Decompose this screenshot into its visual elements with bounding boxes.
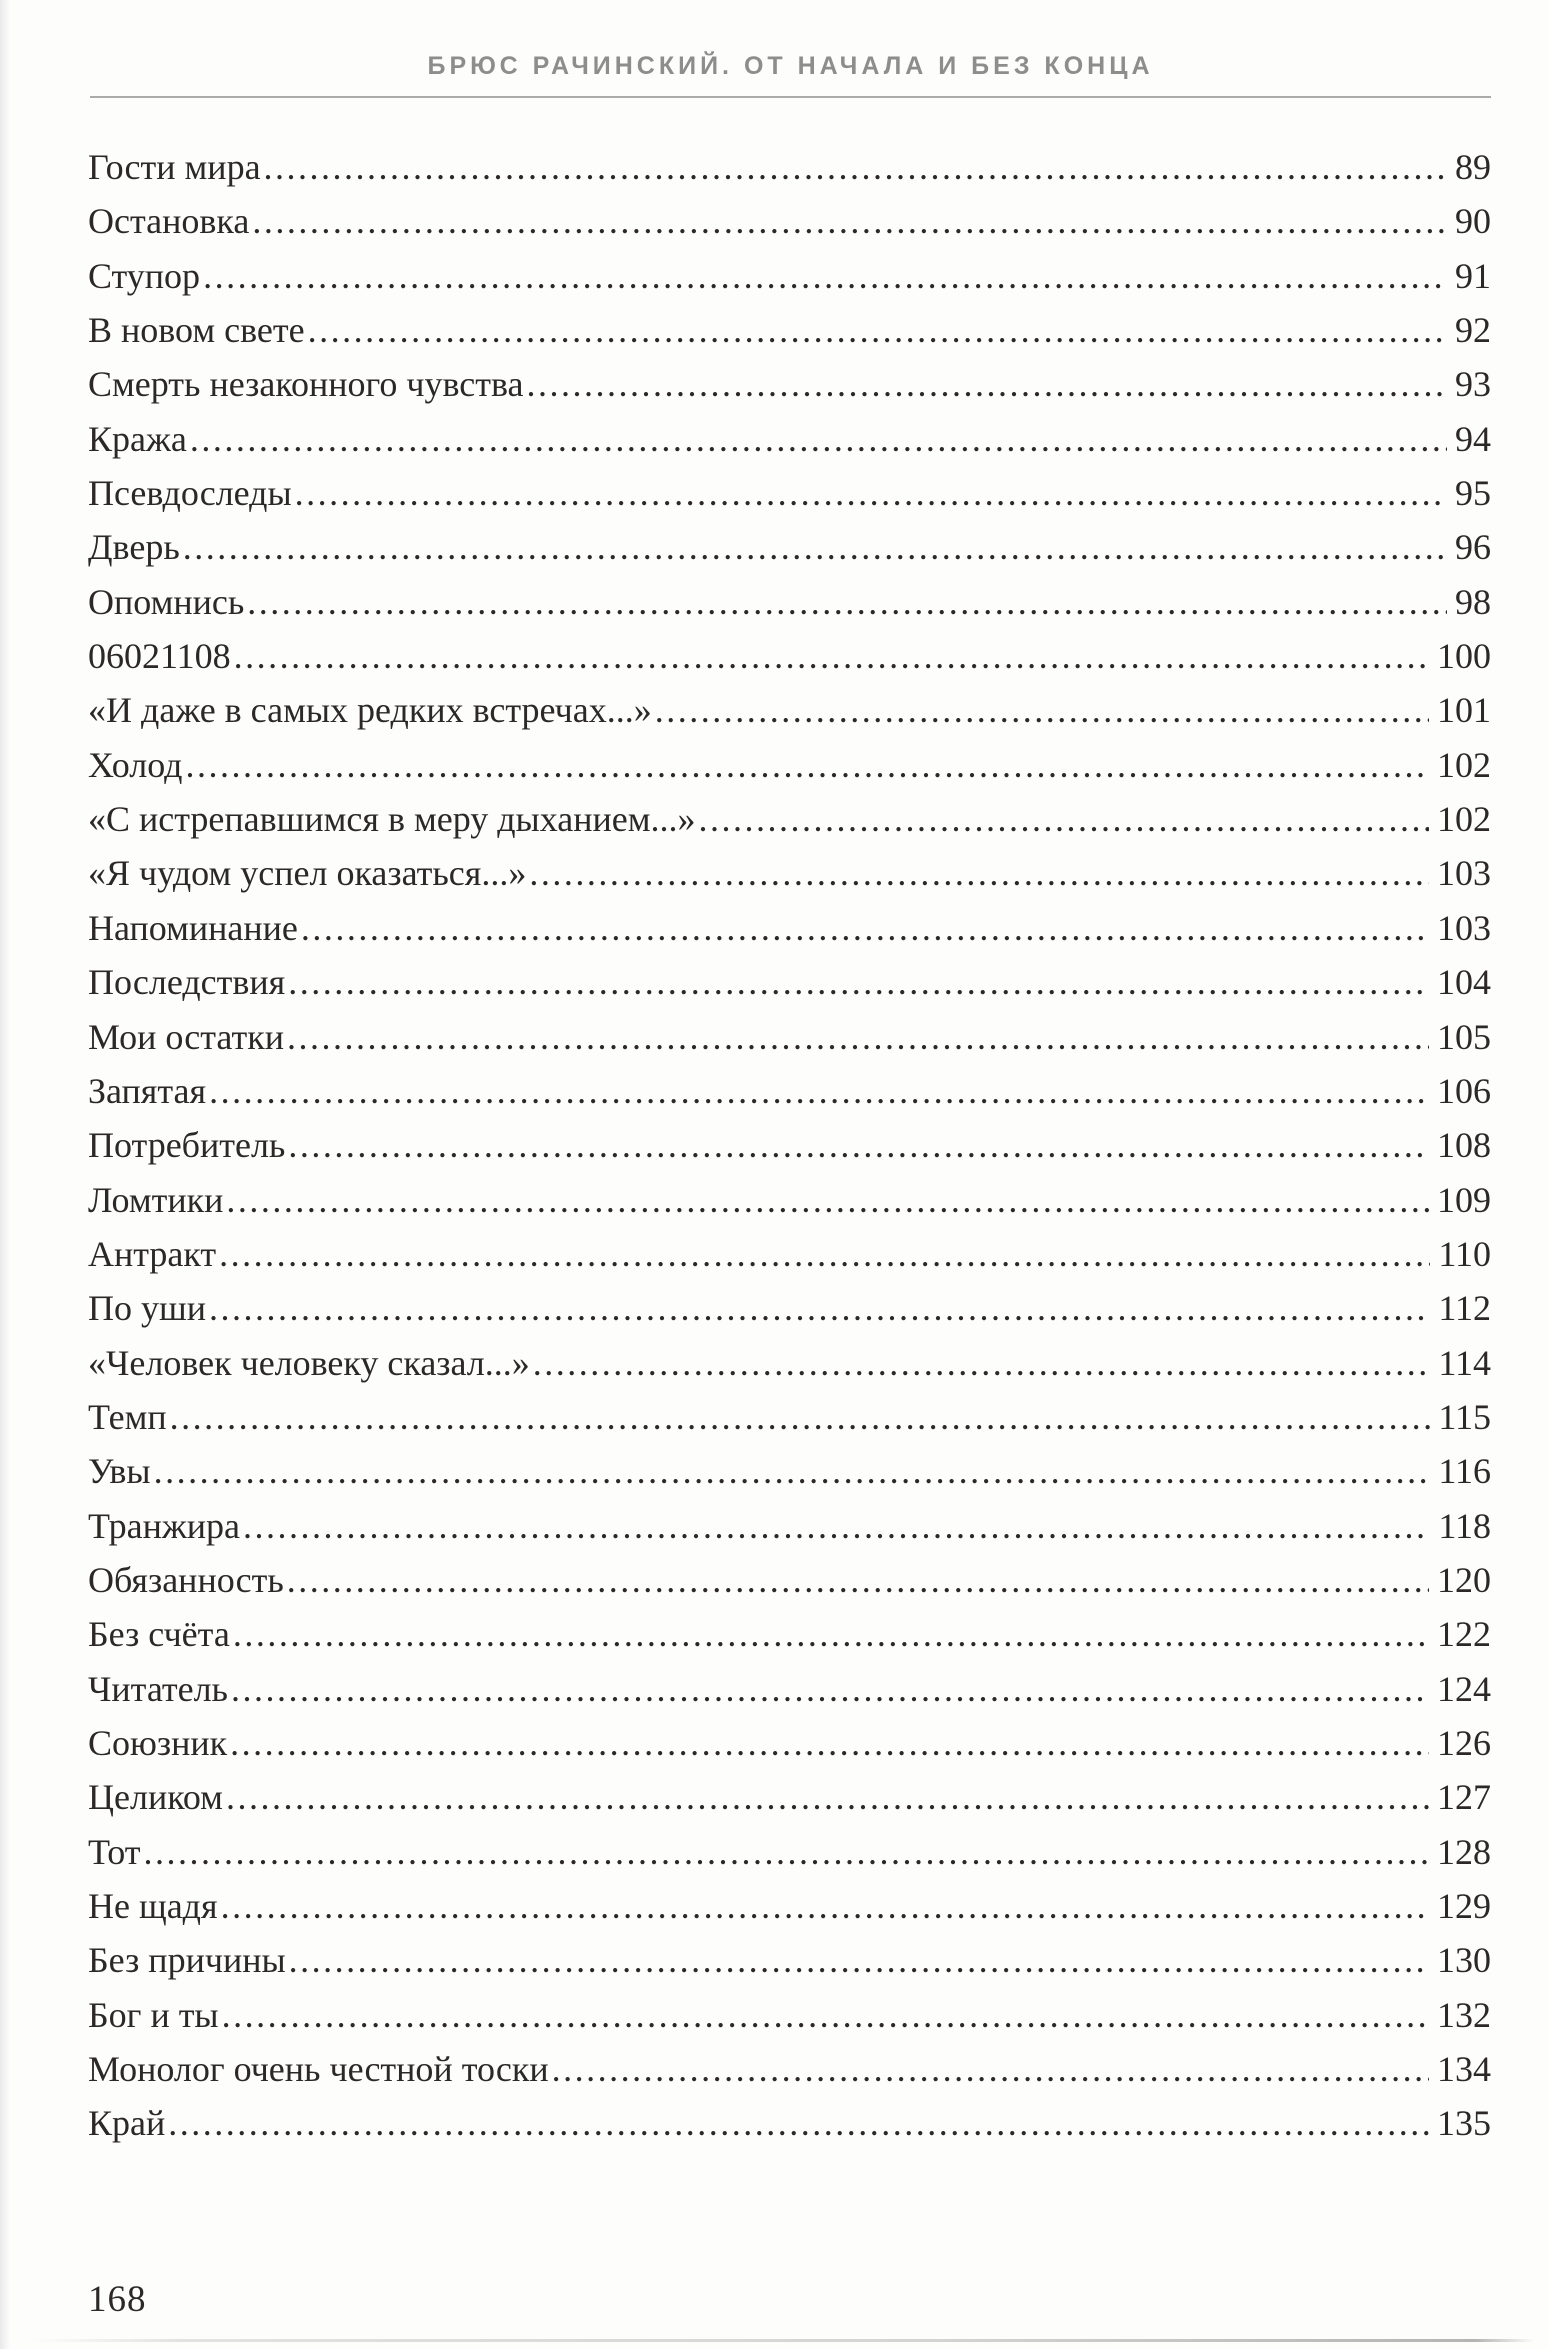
toc-entry-page: 132 [1437,1994,1491,2035]
toc-entry [88,1879,1491,1933]
toc-entry-page: 95 [1455,473,1491,514]
toc-entry [88,1227,1491,1281]
running-head [90,52,1491,98]
toc-entry-title: Целиком [88,1777,223,1818]
toc-entry-title: 06021108 [88,636,231,677]
toc-entry-title: Напоминание [88,907,298,948]
toc-entry [88,683,1491,737]
dot-leader [186,738,1430,792]
toc-entry [88,1444,1491,1498]
toc-entry-page: 101 [1437,690,1491,731]
toc-entry-title: Бог и ты [88,1994,219,2035]
toc-entry [88,1010,1491,1064]
dot-leader [264,140,1447,194]
toc-entry-title: Дверь [88,527,180,568]
dot-leader [287,1010,1429,1064]
toc-entry-page: 98 [1455,581,1491,622]
toc-entry [88,1336,1491,1390]
dot-leader [295,466,1447,520]
dot-leader [144,1825,1429,1879]
toc-entry-title: Холод [88,744,183,785]
toc-entry-page: 112 [1438,1288,1491,1329]
toc-entry [88,846,1491,900]
toc-entry-page: 103 [1437,853,1491,894]
toc-entry [88,303,1491,357]
dot-leader [288,955,1429,1009]
dot-leader [288,1118,1429,1172]
toc-entry-page: 106 [1437,1070,1491,1111]
toc-entry [88,1825,1491,1879]
toc-entry [88,194,1491,248]
toc-entry-page: 135 [1437,2103,1491,2144]
toc-entry [88,2096,1491,2150]
toc-entry-title: Псевдоследы [88,473,292,514]
toc-entry-title: Ступор [88,255,201,296]
toc-entry [88,1499,1491,1553]
dot-leader [154,1444,1431,1498]
dot-leader [231,1662,1429,1716]
dot-leader [230,1716,1429,1770]
toc-entry-page: 100 [1437,636,1491,677]
dot-leader [289,1933,1429,1987]
toc-entry-page: 134 [1437,2049,1491,2090]
toc-entry [88,1281,1491,1335]
toc-entry-title: Запятая [88,1070,207,1111]
dot-leader [190,412,1447,466]
dot-leader [222,1988,1429,2042]
toc-entry-page: 130 [1437,1940,1491,1981]
page-number: 168 [88,2279,147,2320]
toc-entry-page: 128 [1437,1831,1491,1872]
toc-entry [88,955,1491,1009]
toc-entry [88,2042,1491,2096]
toc-entry [88,738,1491,792]
toc-entry [88,575,1491,629]
toc-entry-title: «С истрепавшимся в меру дыханием...» [88,799,696,840]
scan-edge-shadow-bottom [30,2339,1535,2342]
toc-entry-title: Остановка [88,201,250,242]
toc-entry [88,1988,1491,2042]
toc-entry-title: «И даже в самых редких встречах...» [88,690,652,731]
toc-entry-page: 114 [1438,1342,1491,1383]
toc-entry-title: Без счёта [88,1614,230,1655]
toc-entry-title: «Человек человеку сказал...» [88,1342,530,1383]
dot-leader [243,1499,1430,1553]
dot-leader [247,575,1447,629]
toc-entry-page: 93 [1455,364,1491,405]
toc-entry-title: Край [88,2103,166,2144]
dot-leader [252,194,1447,248]
toc-entry [88,1716,1491,1770]
dot-leader [234,629,1429,683]
toc-entry-title: Антракт [88,1233,217,1274]
toc-entry-title: Темп [88,1396,167,1437]
toc-entry-title: Тот [88,1831,141,1872]
toc-entry-page: 108 [1437,1125,1491,1166]
toc-entry [88,140,1491,194]
dot-leader [168,2096,1429,2150]
toc-entry-page: 118 [1438,1505,1491,1546]
toc-entry-title: Ломтики [88,1179,224,1220]
toc-entry-page: 92 [1455,310,1491,351]
dot-leader [209,1281,1430,1335]
toc-entry-page: 94 [1455,418,1491,459]
toc-entry [88,1770,1491,1824]
dot-leader [527,357,1448,411]
toc-entry-page: 104 [1437,962,1491,1003]
toc-entry-title: Кража [88,418,187,459]
toc-entry-title: Потребитель [88,1125,286,1166]
toc-entry [88,466,1491,520]
toc-entry [88,629,1491,683]
toc-entry-page: 127 [1437,1777,1491,1818]
toc-entry [88,1662,1491,1716]
dot-leader [233,1607,1429,1661]
toc-entry-title: Мои остатки [88,1016,284,1057]
toc-entry-title: По уши [88,1288,206,1329]
dot-leader [308,303,1447,357]
toc-entry-page: 89 [1455,147,1491,187]
dot-leader [552,2042,1429,2096]
dot-leader [221,1879,1429,1933]
toc-entry-page: 116 [1438,1451,1491,1492]
toc-entry-page: 103 [1437,907,1491,948]
dot-leader [301,901,1429,955]
dot-leader [533,1336,1431,1390]
toc-entry-page: 126 [1437,1722,1491,1763]
toc-entry-page: 96 [1455,527,1491,568]
toc-entry-page: 122 [1437,1614,1491,1655]
toc-entry [88,1933,1491,1987]
dot-leader [183,520,1447,574]
dot-leader [226,1173,1429,1227]
table-of-contents [88,140,1491,2151]
toc-entry-title: Без причины [88,1940,286,1981]
dot-leader [203,249,1447,303]
toc-entry-title: Смерть незаконного чувства [88,364,524,405]
toc-entry-title: Последствия [88,962,286,1003]
toc-entry-page: 102 [1437,799,1491,840]
toc-entry-page: 91 [1455,255,1491,296]
toc-entry-page: 124 [1437,1668,1491,1709]
toc-entry [88,412,1491,466]
toc-entry [88,901,1491,955]
toc-entry-page: 120 [1437,1559,1491,1600]
toc-entry-title: Обязанность [88,1559,284,1600]
toc-entry [88,1173,1491,1227]
toc-entry-title: «Я чудом успел оказаться...» [88,853,527,894]
toc-entry-page: 90 [1455,201,1491,242]
toc-entry [88,1390,1491,1444]
dot-leader [699,792,1429,846]
toc-entry [88,520,1491,574]
toc-entry-title: Не щадя [88,1886,218,1926]
toc-entry [88,792,1491,846]
toc-entry-page: 109 [1437,1179,1491,1220]
dot-leader [219,1227,1430,1281]
scan-edge-shadow-left [0,0,10,2349]
toc-entry [88,1118,1491,1172]
toc-entry [88,1064,1491,1118]
toc-entry-title: Читатель [88,1668,228,1709]
toc-entry-title: Опомнись [88,581,245,622]
toc-entry [88,357,1491,411]
dot-leader [529,846,1429,900]
dot-leader [170,1390,1431,1444]
toc-entry-title: Гости мира [88,147,261,187]
toc-entry-title: В новом свете [88,310,305,351]
dot-leader [287,1553,1429,1607]
dot-leader [226,1770,1429,1824]
dot-leader [655,683,1429,737]
toc-entry-title: Союзник [88,1722,228,1763]
toc-entry-title: Увы [88,1451,151,1492]
toc-entry [88,1607,1491,1661]
toc-entry [88,1553,1491,1607]
toc-entry-page: 129 [1437,1886,1491,1926]
toc-entry-page: 115 [1438,1396,1491,1437]
toc-entry-title: Монолог очень честной тоски [88,2049,549,2090]
toc-entry-page: 102 [1437,744,1491,785]
toc-entry-page: 110 [1438,1233,1491,1274]
dot-leader [209,1064,1429,1118]
toc-entry-page: 105 [1437,1016,1491,1057]
running-head-title: БРЮС РАЧИНСКИЙ. ОТ НАЧАЛА И БЕЗ КОНЦА [427,52,1154,80]
header-rule [90,96,1491,98]
toc-entry-title: Транжира [88,1505,240,1546]
toc-entry [88,249,1491,303]
